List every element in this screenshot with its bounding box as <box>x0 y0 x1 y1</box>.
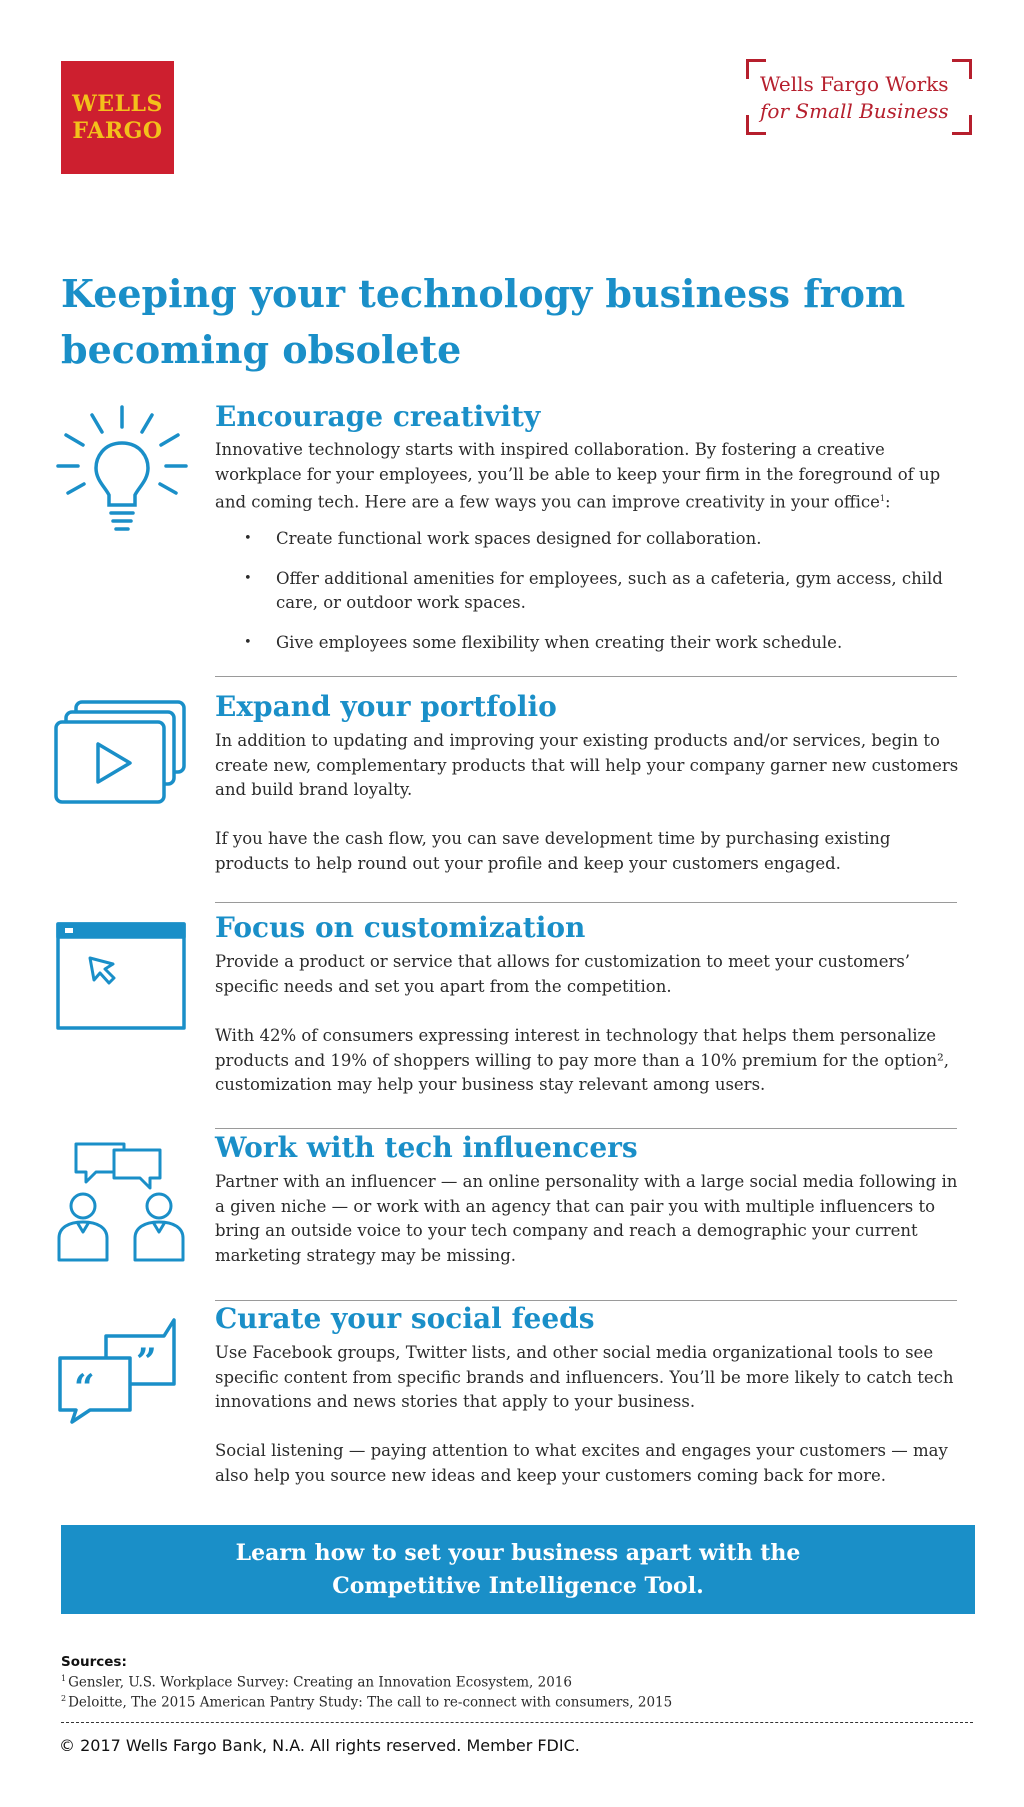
people-chat-icon <box>56 1142 188 1262</box>
footnote-number: 1 <box>61 1674 67 1683</box>
badge-line-1: Wells Fargo Works <box>760 72 949 96</box>
cta-line-2: Competitive Intelligence Tool. <box>332 1572 704 1599</box>
badge-corner-bracket <box>952 59 972 79</box>
list-item: • Give employees some flexibility when creating their work schedule. <box>215 631 965 656</box>
source-text: Deloitte, The 2015 American Pantry Study: The call to re-connect with consumers, 2015 <box>68 1694 673 1711</box>
wells-fargo-logo[interactable] <box>61 61 174 174</box>
intro-end: : <box>885 492 891 512</box>
section-paragraph: If you have the cash flow, you can save development time by purchasing existing products to help round out your profile and keep your customers engaged. <box>215 829 891 873</box>
paragraph-text: With 42% of consumers expressing interest in technology that helps them personalize products and 19% of shoppers willing to pay more than a 10% premium for the option², <box>215 1026 949 1070</box>
title-line-1: Keeping your technology business from <box>61 271 906 316</box>
section-divider <box>215 1128 957 1129</box>
section-heading-expand-portfolio: Expand your portfolio <box>215 690 557 723</box>
cta-line-1: Learn how to set your business apart with the <box>235 1539 801 1566</box>
browser-cursor-icon <box>56 922 186 1030</box>
page-title <box>61 266 961 378</box>
intro-text: Innovative technology starts with inspired collaboration. By fostering a creative workplace for your employees, you’ll be able to keep your firm in the foreground of up and coming tech. Here are a few ways you can improve creativity in your office <box>215 440 941 512</box>
footer-divider <box>61 1722 973 1723</box>
section-heading-encourage-creativity: Encourage creativity <box>215 400 541 433</box>
quote-bubbles-icon <box>56 1318 188 1424</box>
source-item <box>61 1694 672 1711</box>
section-paragraph: In addition to updating and improving your existing products and/or services, begin to create new, complementary products that will help your company garner new customers and build brand loyalty. <box>215 731 959 799</box>
works-for-small-business-badge[interactable] <box>746 59 972 135</box>
section-divider <box>215 902 957 903</box>
section-divider <box>215 676 957 677</box>
section-paragraph: Use Facebook groups, Twitter lists, and other social media organizational tools to see specific content from specific brands and influencers. You’ll be more likely to catch tech innovations and news stories that apply to your business. <box>215 1343 954 1411</box>
paragraph-text: customization may help your business stay relevant among users. <box>215 1075 766 1094</box>
svg-text:“: “ <box>74 1367 95 1409</box>
lightbulb-icon <box>56 405 188 537</box>
footnote-number: 2 <box>61 1694 67 1703</box>
badge-corner-bracket <box>952 115 972 135</box>
section-paragraph: Partner with an influencer — an online personality with a large social media following in a given niche — or work with an agency that can pair you with multiple influencers to bring an outside voice to your tech company and reach a demographic your current marketing strategy may be missing. <box>215 1172 958 1265</box>
section-divider <box>215 1300 957 1301</box>
sources-label: Sources: <box>61 1654 127 1670</box>
source-item <box>61 1674 572 1691</box>
svg-text:”: ” <box>136 1341 157 1383</box>
section-intro-encourage-creativity <box>215 438 967 515</box>
badge-line-2: for Small Business <box>760 99 949 123</box>
competitive-intelligence-tool-link[interactable] <box>61 1525 975 1614</box>
video-play-icon <box>54 700 188 806</box>
section-paragraph: Provide a product or service that allows for customization to meet your customers’ specific needs and set you apart from the competition. <box>215 952 911 996</box>
copyright-notice: © 2017 Wells Fargo Bank, N.A. All rights reserved. Member FDIC. <box>59 1736 580 1755</box>
source-text: Gensler, U.S. Workplace Survey: Creating an Innovation Ecosystem, 2016 <box>68 1674 572 1691</box>
logo-line-1: WELLS <box>72 90 163 117</box>
section-heading-curate-social-feeds: Curate your social feeds <box>215 1302 595 1335</box>
list-item: • Create functional work spaces designed for collaboration. <box>215 527 965 552</box>
creativity-bullet-list <box>215 527 965 670</box>
title-line-2: becoming obsolete <box>61 327 462 372</box>
footnote-ref: 1 <box>879 494 886 503</box>
logo-line-2: FARGO <box>72 117 163 144</box>
list-item: • Offer additional amenities for employees, such as a cafeteria, gym access, child care, or outdoor work spaces. <box>215 567 965 616</box>
section-heading-tech-influencers: Work with tech influencers <box>215 1131 638 1164</box>
section-paragraph <box>215 1024 967 1098</box>
section-paragraph: Social listening — paying attention to what excites and engages your customers — may also help you source new ideas and keep your customers coming back for more. <box>215 1441 948 1485</box>
section-heading-focus-customization: Focus on customization <box>215 911 586 944</box>
